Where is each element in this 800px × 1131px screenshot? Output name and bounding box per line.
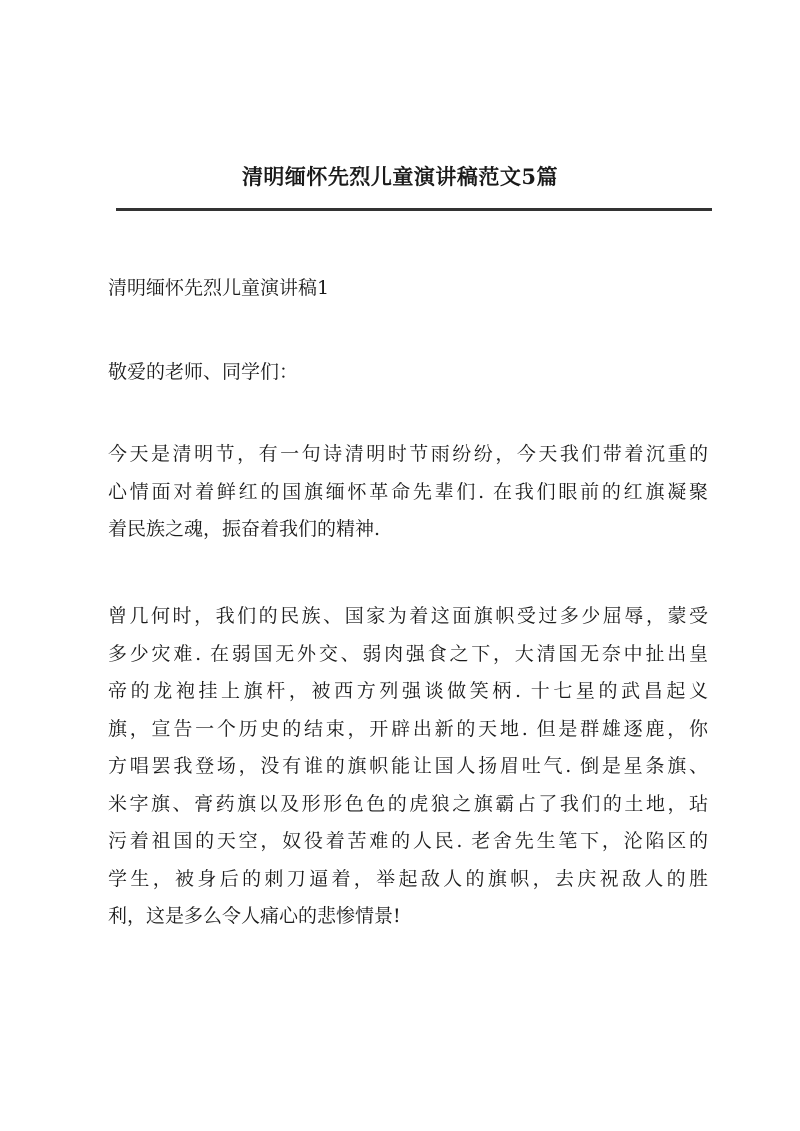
paragraph-line: 今天是清明节，有一句诗清明时节雨纷纷，今天我们带着沉重的: [108, 443, 708, 465]
salutation: 敬爱的老师、同学们：: [108, 361, 299, 383]
paragraph-line: 旗，宣告一个历史的结束，开辟出新的天地. 但是群雄逐鹿，你: [108, 717, 708, 740]
title-divider: [116, 208, 712, 211]
paragraph-line: 利，这是多么令人痛心的悲惨情景!: [108, 905, 401, 927]
paragraph-line: 多少灾难. 在弱国无外交、弱肉强食之下，大清国无奈中扯出皇: [108, 642, 708, 665]
paragraph-line: 曾几何时，我们的民族、国家为着这面旗帜受过多少屈辱，蒙受: [108, 605, 708, 627]
paragraph-line: 帝的龙袍挂上旗杆，被西方列强谈做笑柄. 十七星的武昌起义: [108, 680, 708, 702]
paragraph-line: 米字旗、膏药旗以及形形色色的虎狼之旗霸占了我们的土地，玷: [108, 792, 708, 815]
paragraph-line: 学生，被身后的刺刀逼着，举起敌人的旗帜，去庆祝敌人的胜: [108, 867, 708, 890]
paragraph-line: 污着祖国的天空，奴役着苦难的人民. 老舍先生笔下，沦陷区的: [108, 830, 708, 852]
paragraph-2: [108, 598, 708, 936]
paragraph-1: [108, 436, 708, 549]
paragraph-line: 心情面对着鲜红的国旗缅怀革命先辈们. 在我们眼前的红旗凝聚: [108, 480, 708, 503]
document-title: 清明缅怀先烈儿童演讲稿范文5篇: [241, 164, 559, 189]
paragraph-line: 着民族之魂，振奋着我们的精神.: [108, 518, 381, 540]
paragraph-line: 方唱罢我登场，没有谁的旗帜能让国人扬眉吐气. 倒是星条旗、: [108, 755, 708, 777]
section-subtitle: 清明缅怀先烈儿童演讲稿1: [108, 277, 330, 299]
